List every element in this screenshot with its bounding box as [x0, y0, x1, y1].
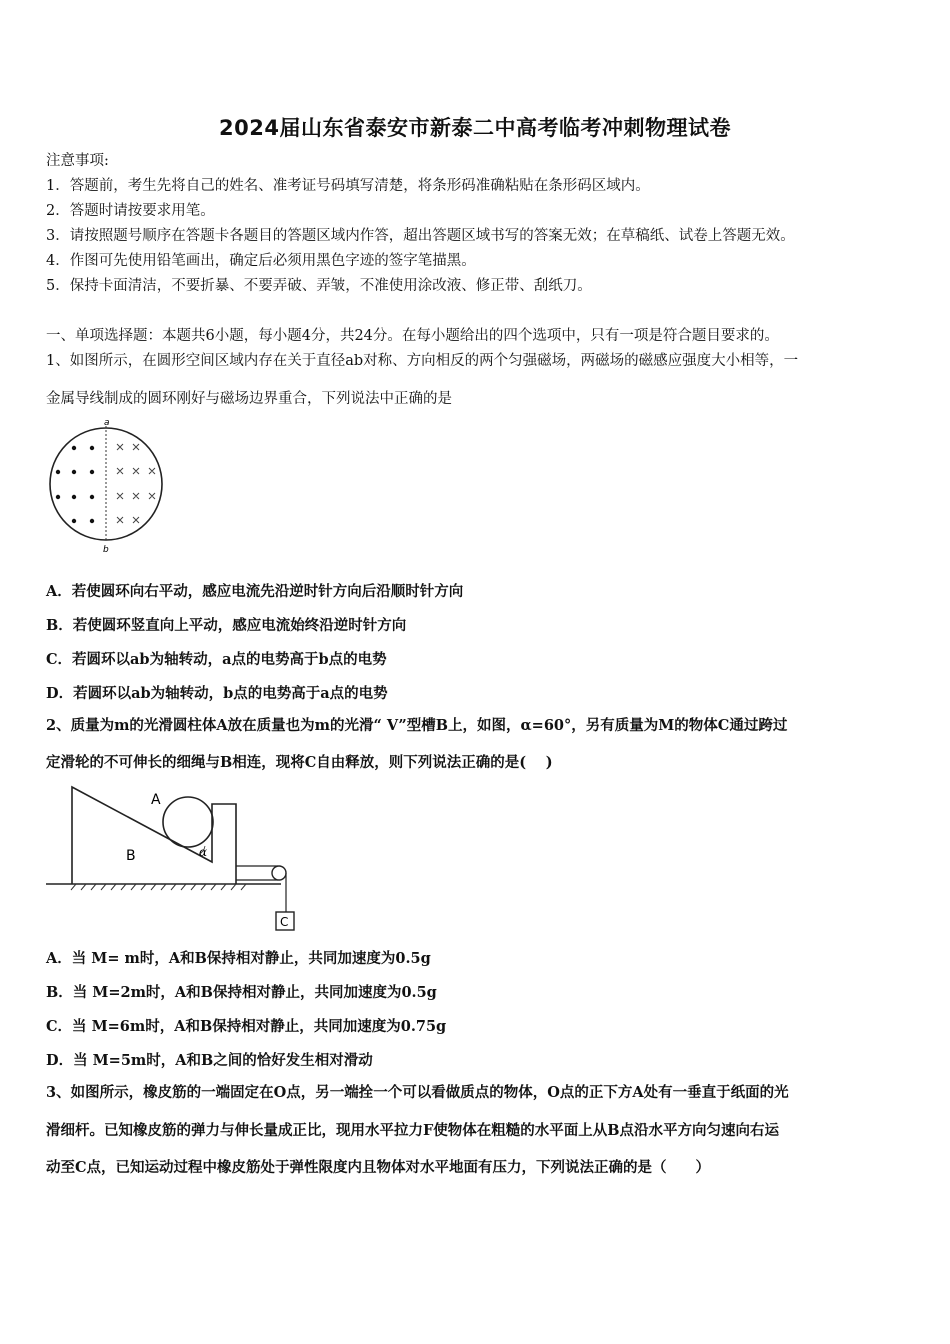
q1-magnetic-field-figure — [46, 420, 171, 555]
notice-item-2: 2．答题时请按要求用笔。 — [46, 203, 215, 219]
q1-option-b: B．若使圆环竖直向上平动，感应电流始终沿逆时针方向 — [46, 617, 407, 634]
q2-label-B: B — [126, 848, 136, 864]
notice-heading: 注意事项: — [46, 153, 109, 169]
notice-item-1: 1．答题前，考生先将自己的姓名、准考证号码填写清楚，将条形码准确粘贴在条形码区域内。 — [46, 178, 650, 194]
notice-item-3: 3．请按照题号顺序在答题卡各题目的答题区域内作答，超出答题区域书写的答案无效；在草稿纸、试卷上答题无效。 — [46, 228, 795, 244]
q2-pulley-figure — [46, 784, 306, 936]
q2-ground-hatching — [71, 884, 246, 890]
q2-label-A: A — [151, 792, 161, 808]
section-heading: 一、单项选择题：本题共6小题，每小题4分，共24分。在每小题给出的四个选项中，只有一项是符合题目要求的。 — [46, 328, 779, 344]
q2-option-d: D．当 M=5m时，A和B之间的恰好发生相对滑动 — [46, 1052, 373, 1069]
q1-label-b: b — [103, 545, 109, 555]
q3-stem-line-2: 滑细杆。已知橡皮筋的弹力与伸长量成正比，现用水平拉力F使物体在粗糙的水平面上从B点沿水平方向匀速向右运 — [46, 1122, 780, 1139]
q2-label-alpha: α — [199, 845, 208, 859]
q2-option-b: B．当 M=2m时，A和B保持相对静止，共同加速度为0.5g — [46, 984, 437, 1001]
q2-pulley — [272, 866, 286, 880]
q1-label-a: a — [104, 418, 110, 428]
q2-option-a: A．当 M= m时，A和B保持相对静止，共同加速度为0.5g — [46, 950, 431, 967]
notice-item-5: 5．保持卡面清洁，不要折暴、不要弄破、弄皱，不准使用涂改液、修正带、刮纸刀。 — [46, 278, 592, 294]
q2-option-c: C．当 M=6m时，A和B保持相对静止，共同加速度为0.75g — [46, 1018, 447, 1035]
q2-stem-line-1: 2、质量为m的光滑圆柱体A放在质量也为m的光滑“ V”型槽B上，如图，α=60°，另有质量为M的物体C通过跨过 — [46, 717, 788, 734]
q1-option-d: D．若圆环以ab为轴转动，b点的电势高于a点的电势 — [46, 685, 388, 702]
q3-stem-line-1: 3、如图所示，橡皮筋的一端固定在O点，另一端拴一个可以看做质点的物体，O点的正下方A处有一垂直于纸面的光 — [46, 1084, 789, 1101]
q1-crosses-field — [117, 444, 155, 523]
q1-option-c: C．若圆环以ab为轴转动，a点的电势高于b点的电势 — [46, 651, 387, 668]
q3-stem-line-3: 动至C点，已知运动过程中橡皮筋处于弹性限度内且物体对水平地面有压力，下列说法正确的是（ ） — [46, 1159, 711, 1176]
q1-stem-line-1: 1、如图所示，在圆形空间区域内存在关于直径ab对称、方向相反的两个匀强磁场，两磁场的磁感应强度大小相等，一 — [46, 353, 799, 369]
q1-stem-line-2: 金属导线制成的圆环刚好与磁场边界重合，下列说法中正确的是 — [46, 391, 452, 407]
q2-label-C: C — [280, 915, 289, 929]
q2-cylinder-A — [163, 797, 213, 847]
notice-item-4: 4．作图可先使用铅笔画出，确定后必须用黑色字迹的签字笔描黑。 — [46, 253, 476, 269]
q1-dots-field — [56, 446, 94, 523]
q1-option-a: A．若使圆环向右平动，感应电流先沿逆时针方向后沿顺时针方向 — [46, 583, 464, 600]
page-title: 2024届山东省泰安市新泰二中高考临考冲刺物理试卷 — [219, 116, 731, 140]
q2-stem-line-2: 定滑轮的不可伸长的细绳与B相连，现将C自由释放，则下列说法正确的是( ) — [46, 754, 553, 771]
